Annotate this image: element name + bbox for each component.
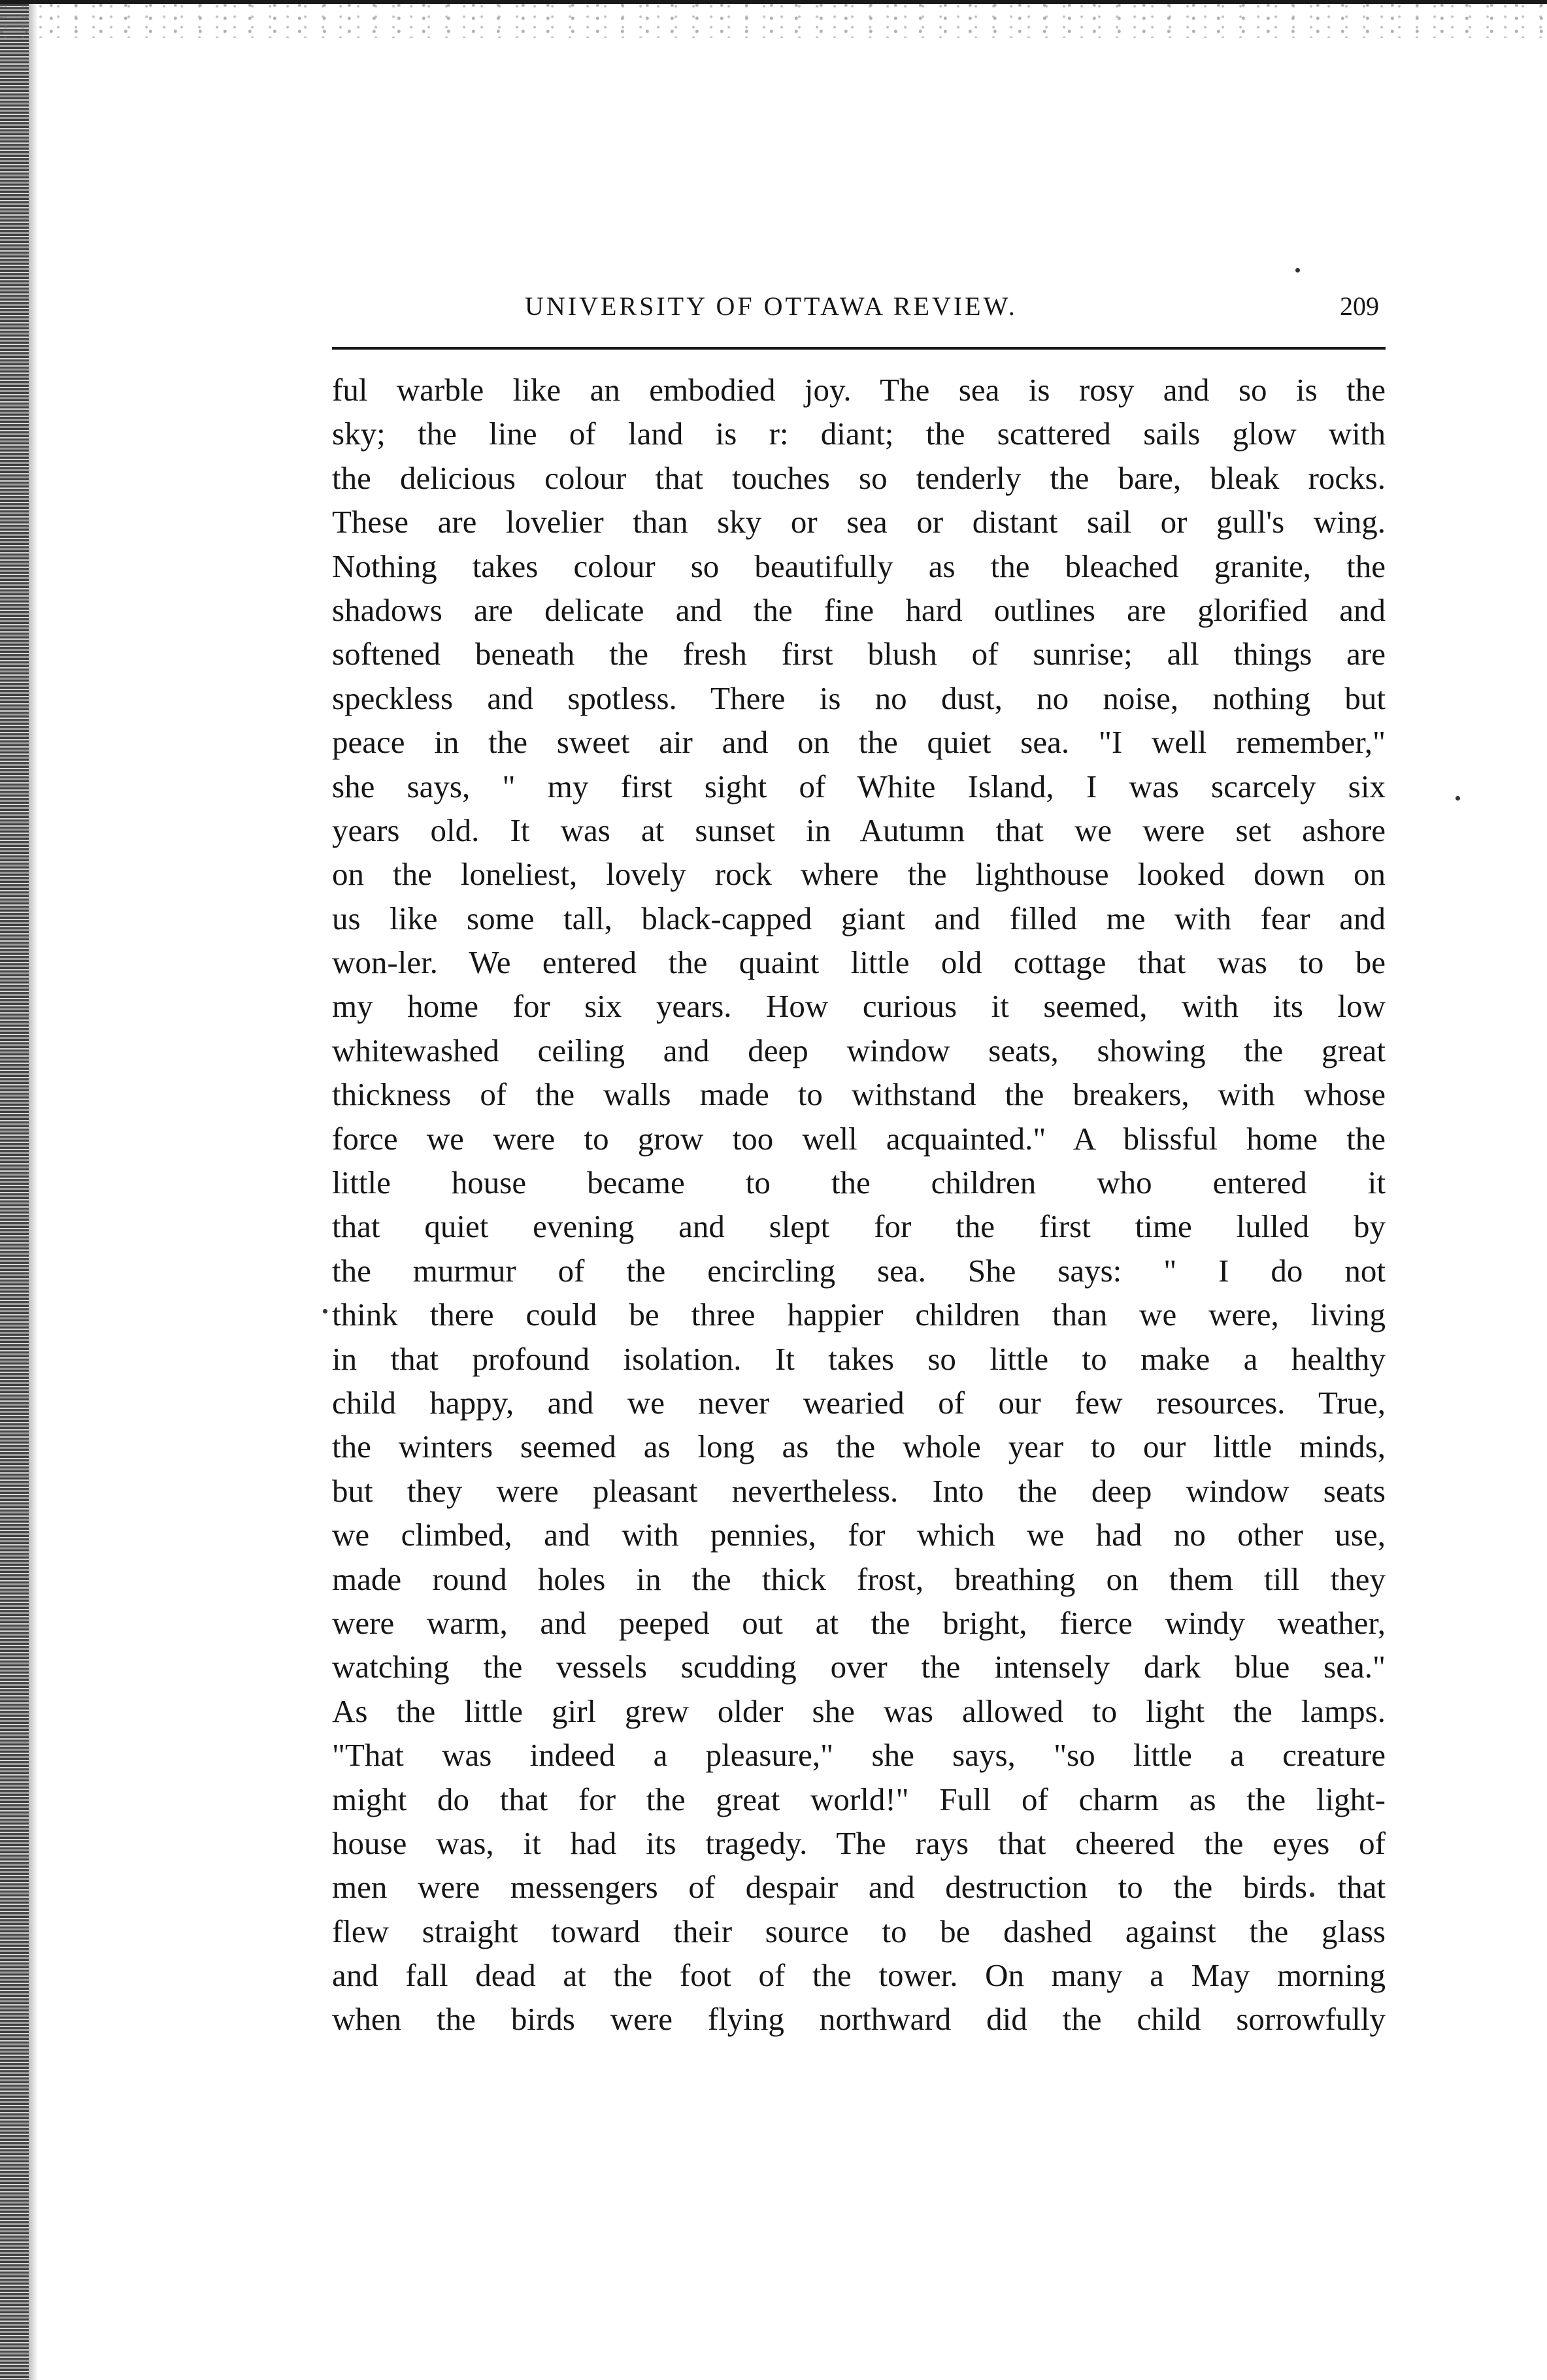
binding-shadow bbox=[29, 0, 38, 2380]
text-line: As the little girl grew older she was allowed to light the lamps. bbox=[332, 1693, 1386, 1729]
text-line: thickness of the walls made to withstand the breakers, with whose bbox=[332, 1076, 1386, 1113]
text-line: that quiet evening and slept for the first time lulled by bbox=[332, 1208, 1386, 1245]
text-line: whitewashed ceiling and deep window seats, showing the great bbox=[332, 1032, 1386, 1068]
text-line: were warm, and peeped out at the bright, fierce windy weather, bbox=[332, 1604, 1386, 1641]
text-line: the delicious colour that touches so tenderly the bare, bleak rocks. bbox=[332, 459, 1386, 496]
text-line: watching the vessels scudding over the intensely dark blue sea." bbox=[332, 1649, 1386, 1685]
scan-top-line bbox=[0, 0, 1547, 4]
text-line: my home for six years. How curious it seemed, with its low bbox=[332, 988, 1386, 1025]
text-line: flew straight toward their source to be dashed against the glass bbox=[332, 1913, 1386, 1949]
text-line: think there could be three happier children than we were, living bbox=[332, 1297, 1386, 1333]
text-line: "That was indeed a pleasure," she says, "so little a creature bbox=[332, 1737, 1386, 1774]
text-line: might do that for the great world!" Full of charm as the light- bbox=[332, 1781, 1386, 1817]
running-head: UNIVERSITY OF OTTAWA REVIEW. bbox=[525, 291, 1018, 321]
text-line: the winters seemed as long as the whole year to our little minds, bbox=[332, 1429, 1386, 1465]
text-line: but they were pleasant nevertheless. Into the deep window seats bbox=[332, 1472, 1386, 1509]
page-header bbox=[332, 291, 1386, 343]
text-line: Nothing takes colour so beautifully as the bleached granite, the bbox=[332, 548, 1386, 584]
text-line: These are lovelier than sky or sea or distant sail or gull's wing. bbox=[332, 504, 1386, 540]
text-line: years old. It was at sunset in Autumn that we were set ashore bbox=[332, 812, 1386, 848]
text-line: ful warble like an embodied joy. The sea is rosy and so is the bbox=[332, 372, 1386, 408]
text-line: sky; the line of land is r: diant; the scattered sails glow with bbox=[332, 416, 1386, 452]
text-line: us like some tall, black-capped giant and filled me with fear and bbox=[332, 900, 1386, 936]
text-line: peace in the sweet air and on the quiet sea. "I well remember," bbox=[332, 724, 1386, 761]
text-line: made round holes in the thick frost, breathing on them till they bbox=[332, 1561, 1386, 1597]
text-line: little house became to the children who entered it bbox=[332, 1165, 1386, 1201]
scan-speck bbox=[323, 1309, 327, 1314]
text-line: force we were to grow too well acquainted." A blissful home the bbox=[332, 1120, 1386, 1157]
header-rule bbox=[332, 347, 1386, 350]
scan-speck bbox=[1295, 268, 1300, 273]
scan-speck bbox=[1456, 796, 1460, 801]
text-line: house was, it had its tragedy. The rays that cheered the eyes of bbox=[332, 1825, 1386, 1861]
text-line: she says, " my first sight of White Island, I was scarcely six bbox=[332, 768, 1386, 804]
text-line: on the loneliest, lovely rock where the lighthouse looked down on bbox=[332, 856, 1386, 893]
page-number: 209 bbox=[1340, 291, 1379, 321]
text-line: speckless and spotless. There is no dust, no noise, nothing but bbox=[332, 680, 1386, 716]
text-line: shadows are delicate and the fine hard outlines are glorified and bbox=[332, 591, 1386, 628]
body-text bbox=[332, 368, 1386, 2041]
text-line: in that profound isolation. It takes so little to make a healthy bbox=[332, 1340, 1386, 1377]
text-line: when the birds were flying northward did the child sorrowfully bbox=[332, 2001, 1386, 2038]
text-line: we climbed, and with pennies, for which we had no other use, bbox=[332, 1517, 1386, 1553]
text-line: child happy, and we never wearied of our few resources. True, bbox=[332, 1384, 1386, 1421]
text-line: softened beneath the fresh first blush of sunrise; all things are bbox=[332, 636, 1386, 672]
binding-edge bbox=[0, 0, 29, 2380]
text-line: won-ler. We entered the quaint little old cottage that was to be bbox=[332, 944, 1386, 981]
scan-top-edge bbox=[0, 0, 1547, 38]
text-line: and fall dead at the foot of the tower. On many a May morning bbox=[332, 1957, 1386, 1994]
text-line: the murmur of the encircling sea. She says: " I do not bbox=[332, 1252, 1386, 1289]
text-line: men were messengers of despair and destruction to the birds that bbox=[332, 1869, 1386, 1906]
